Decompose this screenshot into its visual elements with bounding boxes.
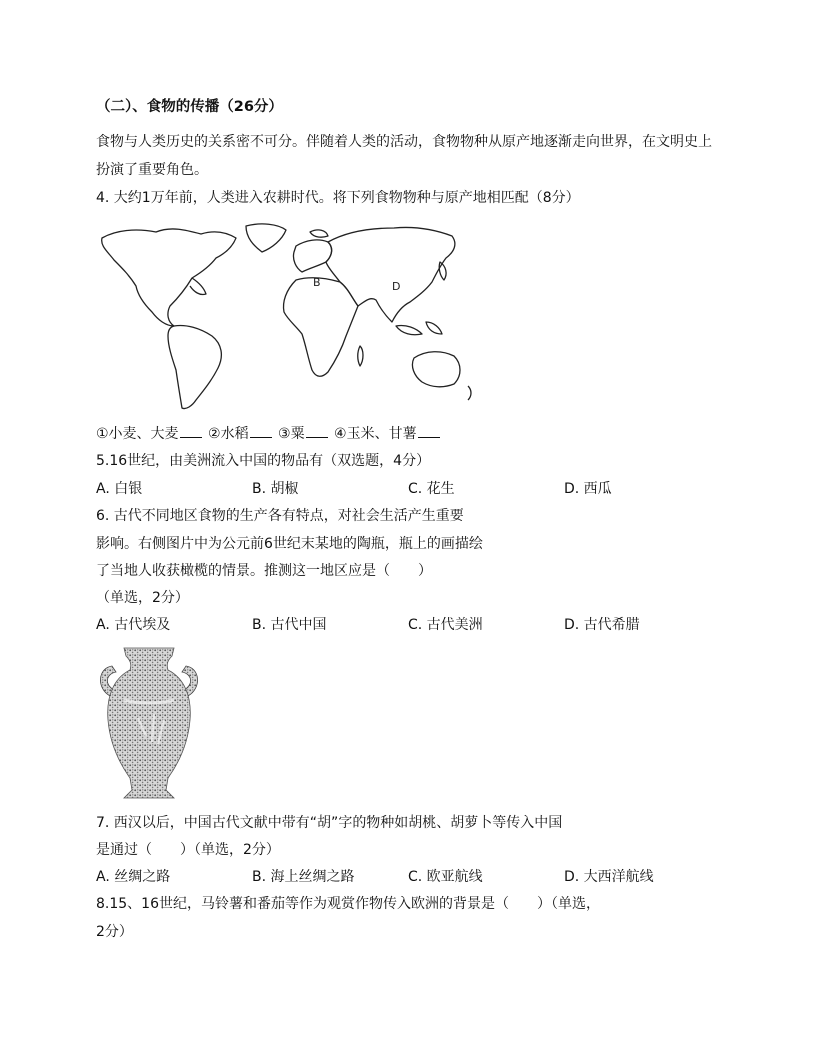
intro-line-1: 食物与人类历史的关系密不可分。伴随着人类的活动，食物物种从原产地逐渐走向世界，在文明史上 bbox=[96, 134, 712, 150]
map-label-d: D bbox=[392, 280, 401, 293]
q4-blank-4[interactable] bbox=[418, 425, 440, 438]
q6-line-2: 影响。右侧图片中为公元前6世纪末某地的陶瓶，瓶上的画描绘 bbox=[96, 536, 483, 552]
q7-option-c[interactable]: C. 欧亚航线 bbox=[408, 869, 483, 885]
q4-items bbox=[96, 425, 442, 443]
q6-line-4: （单选，2分） bbox=[96, 590, 189, 606]
q4-item-2: ②水稻 bbox=[208, 426, 249, 442]
section-title: （二）、食物的传播（26分） bbox=[96, 99, 283, 115]
q6-option-d[interactable]: D. 古代希腊 bbox=[564, 617, 640, 633]
q4-blank-2[interactable] bbox=[250, 425, 272, 438]
q4-item-1: ①小麦、大麦 bbox=[96, 426, 179, 442]
amphora-vase-image bbox=[94, 644, 204, 804]
q6-option-a[interactable]: A. 古代埃及 bbox=[96, 617, 171, 633]
q5-option-d[interactable]: D. 西瓜 bbox=[564, 481, 612, 497]
q5-option-b[interactable]: B. 胡椒 bbox=[252, 481, 299, 497]
map-greenland bbox=[246, 224, 286, 252]
map-europe bbox=[293, 240, 331, 272]
q7-option-d[interactable]: D. 大西洋航线 bbox=[564, 869, 654, 885]
map-label-b: B bbox=[313, 276, 321, 289]
map-south-america bbox=[168, 325, 221, 408]
q5-option-a[interactable]: A. 白银 bbox=[96, 481, 143, 497]
q5-prompt: 5.16世纪，由美洲流入中国的物品有（双选题，4分） bbox=[96, 453, 431, 469]
q6-line-3: 了当地人收获橄榄的情景。推测这一地区应是（ ） bbox=[96, 563, 432, 579]
q4-blank-1[interactable] bbox=[180, 425, 202, 438]
q6-option-b[interactable]: B. 古代中国 bbox=[252, 617, 327, 633]
world-map bbox=[96, 218, 486, 413]
q5-option-c[interactable]: C. 花生 bbox=[408, 481, 455, 497]
intro-line-2: 扮演了重要角色。 bbox=[96, 162, 208, 178]
map-africa bbox=[284, 278, 359, 376]
q4-prompt: 4. 大约1万年前，人类进入农耕时代。将下列食物物种与原产地相匹配（8分） bbox=[96, 190, 580, 206]
q8-line-1: 8.15、16世纪，马铃薯和番茄等作为观赏作物传入欧洲的背景是（ ）（单选， bbox=[96, 896, 600, 912]
map-north-america bbox=[102, 229, 236, 326]
q7-line-2: 是通过（ ）（单选，2分） bbox=[96, 842, 280, 858]
q4-item-3: ③粟 bbox=[278, 426, 305, 442]
map-asia bbox=[326, 227, 455, 322]
q4-item-4: ④玉米、甘薯 bbox=[334, 426, 417, 442]
q7-option-b[interactable]: B. 海上丝绸之路 bbox=[252, 869, 355, 885]
q4-blank-3[interactable] bbox=[306, 425, 328, 438]
q6-option-c[interactable]: C. 古代美洲 bbox=[408, 617, 483, 633]
q7-line-1: 7. 西汉以后，中国古代文献中带有“胡”字的物种如胡桃、胡萝卜等传入中国 bbox=[96, 815, 563, 831]
q8-line-2: 2分） bbox=[96, 924, 133, 940]
q6-line-1: 6. 古代不同地区食物的生产各有特点，对社会生活产生重要 bbox=[96, 508, 464, 524]
q7-option-a[interactable]: A. 丝绸之路 bbox=[96, 869, 171, 885]
map-australia bbox=[412, 352, 460, 387]
